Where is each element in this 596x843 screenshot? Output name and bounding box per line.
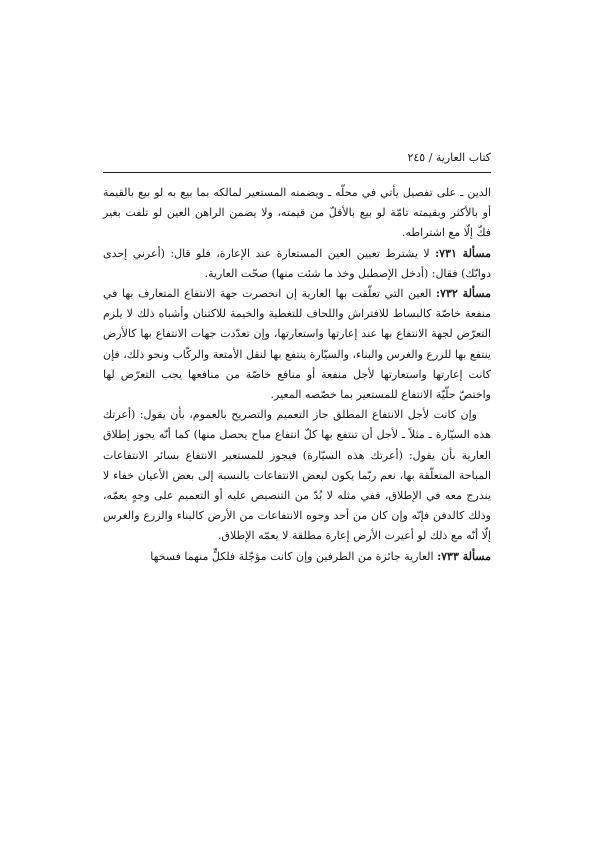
issue-731 [103,244,491,284]
issue-text: العين التي تعلّقت بها العارية إن انحصرت جهة الانتفاع المتعارف بها في منفعة خاصّة كالبساط للافتراش واللحاف للتغطية والخيمة للاكتنان وأشباه ذلك لا يلزم التعرّض لجهة الانتفاع بها عند إعارتها واستعارتها، وإن تعدّدت جهات الانتفاع بها كالأرض ينتفع بها للزرع والغرس والبناء، والسيّارة ينتفع بها لنقل الأمتعة والركّاب ونحو ذلك، فإن كانت إعارتها واستعارتها لأجل منفعة أو منافع خاصّة من منافعها يجب التعرّض لها واختصّ حلّيّة الانتفاع للمستعير بما خصّصه المعير. [103,287,491,402]
issue-label: مسألة ٧٣١: [435,246,491,260]
issue-732 [103,284,491,405]
page-body [103,183,491,567]
issue-text: العارية جائزة من الطرفين وإن كانت مؤجّلة فلكلٍّ منهما فسخها [150,549,438,563]
paragraph-indented [103,405,491,546]
issue-text: لا يشترط تعيين العين المستعارة عند الإعارة، فلو قال: (أعرني إحدى دوابّك) فقال: (أدخل الإصطبل وخذ ما شئت منها) صحّت العارية. [103,246,491,280]
paragraph-text: وإن كانت لأجل الانتفاع المطلق جاز التعميم والتصريح بالعموم، بأن يقول: (أعرتك هذه السيّارة ـ مثلاً ـ لأجل أن تنتفع بها كلّ انتفاع مباح يحصل منها) كما أنّه يجوز إطلاق العارية بأن يقول: (أعرتك هذه السيّارة) فيجوز للمستعير الانتفاع بسائر الانتفاعات المباحة المتعلّقة بها، نعم ربّما يكون لبعض الانتفاعات بالنسبة إلى بعض الأعيان خفاء لا يندرج معه في الإطلاق، ففي مثله لا بُدّ من التنصيص عليه أو التعميم على وجهٍ يعمّه، وذلك كالدفن فإنّه وإن كان من أحد وجوه الانتفاعات من الأرض كالبناء والزرع والغرس إلّا أنّه مع ذلك لو أعيرت الأرض إعارة مطلقة لا يعمّه الإطلاق. [103,408,491,543]
running-header [103,150,491,173]
issue-label: مسألة ٧٣٣: [437,549,491,563]
issue-733 [103,547,491,567]
paragraph-continuation [103,183,491,244]
running-title: كتاب العارية / ٢٤٥ [407,151,491,164]
issue-label: مسألة ٧٣٢: [435,287,491,301]
paragraph-text: الدين ـ على تفصيل يأتي في محلّه ـ ويضمنه المستعير لمالكه بما بيع به لو بيع بالقيمة أو بالأكثر وبقيمته تامّة لو بيع بالأقلّ من قيمته، ولا يضمن الراهن العين لو تلفت بغير فكّ إلّا مع اشتراطه. [103,186,491,240]
